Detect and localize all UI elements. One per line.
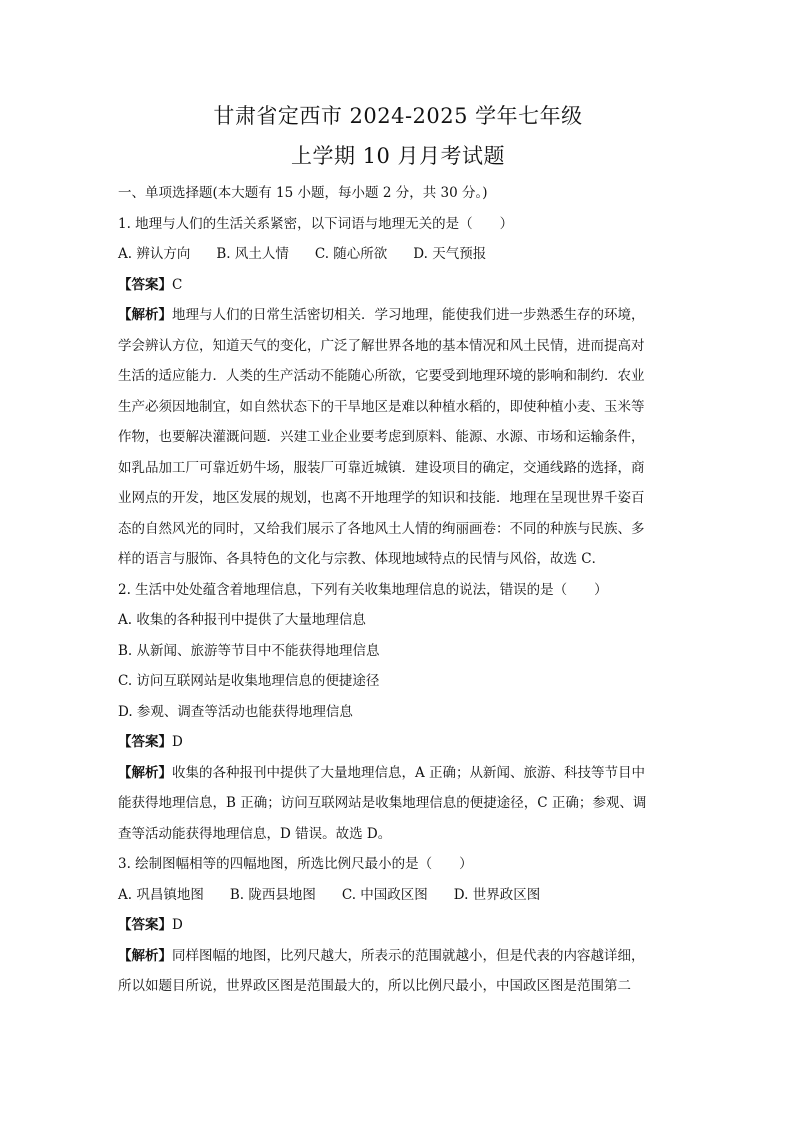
question-3-analysis-line [118,941,678,972]
answer-label: 【答案】 [118,917,172,933]
question-2-option-d: D. 参观、调查等活动也能获得地理信息 [118,703,353,720]
question-1-answer [118,270,678,301]
answer-label: 【答案】 [118,734,172,750]
question-2-analysis-line [118,758,678,789]
page-subtitle: 上学期 10 月月考试题 [290,144,506,168]
answer-value: D [172,734,183,750]
question-3-analysis-line: 所以如题目所说，世界政区图是范围最大的，所以比例尺最小，中国政区图是范围第二 [118,978,631,994]
question-3-option-b: B. 陇西县地图 [229,886,316,903]
question-2-answer [118,727,678,758]
question-1-analysis-line: 业网点的开发，地区发展的规划，也离不开地理学的知识和技能．地理在呈现世界千姿百 [118,490,645,506]
question-1-option-a: A. 辨认方向 [118,246,191,262]
question-1-analysis-line: 态的自然风光的同时，又给我们展示了各地风土人情的绚丽画卷：不同的种族与民族、多 [118,520,645,537]
question-1-options [118,239,678,270]
page-title: 甘肃省定西市 2024-2025 学年七年级 [213,104,583,128]
question-2-analysis-line: 能获得地理信息，B 正确；访问互联网站是收集地理信息的便捷途径，C 正确；参观、调 [118,795,647,811]
question-1-stem: 1. 地理与人们的生活关系紧密，以下词语与地理无关的是（ ） [118,215,514,232]
question-2-option-b: B. 从新闻、旅游等节目中不能获得地理信息 [118,642,380,659]
question-2-option-a: A. 收集的各种报刊中提供了大量地理信息 [118,612,366,628]
document-page [118,96,678,1002]
question-1-analysis-line [118,300,678,331]
question-3-stem: 3. 绘制图幅相等的四幅地图，所选比例尺最小的是（ ） [118,856,473,872]
answer-value: D [172,917,183,933]
question-2-analysis-line: 查等活动能获得地理信息，D 错误。故选 D。 [118,825,392,842]
question-1-analysis-line: 样的语言与服饰、各具特色的文化与宗教、体现地域特点的民情与风俗，故选 C． [118,551,606,567]
analysis-label: 【解析】 [118,307,172,323]
analysis-label: 【解析】 [118,947,172,964]
question-3-option-a: A. 巩昌镇地图 [118,886,204,903]
answer-label: 【答案】 [118,276,172,293]
question-3-option-d: D. 世界政区图 [453,886,541,903]
question-1-analysis-line: 生产必须因地制宜，如自然状态下的干旱地区是难以种植水稻的，即使种植小麦、玉米等 [118,398,645,415]
question-3-answer [118,910,678,941]
question-1-option-c: C. 随心所欲 [314,246,388,262]
question-2-option-c: C. 访问互联网站是收集地理信息的便捷途径 [118,673,380,689]
analysis-label: 【解析】 [118,764,172,781]
section-heading: 一、单项选择题(本大题有 15 小题，每小题 2 分，共 30 分。) [118,185,488,201]
question-1-analysis-line: 如乳品加工厂可靠近奶牛场，服装厂可靠近城镇．建设项目的确定，交通线路的选择，商 [118,459,645,476]
question-1-option-d: D. 天气预报 [413,246,487,262]
question-1-option-b: B. 风土人情 [216,246,289,262]
analysis-text: 收集的各种报刊中提供了大量地理信息，A 正确；从新闻、旅游、科技等节目中 [172,764,646,781]
analysis-text: 同样图幅的地图，比列尺越大，所表示的范围就越小，但是代表的内容越详细， [172,947,645,964]
question-3-options [118,880,678,911]
question-1-analysis-line: 生活的适应能力．人类的生产活动不能随心所欲，它要受到地理环境的影响和制约．农业 [118,368,645,384]
answer-value: C [172,276,183,293]
question-1-analysis-line: 作物，也要解决灌溉问题．兴建工业企业要考虑到原料、能源、水源、市场和运输条件， [118,429,645,445]
question-3-option-c: C. 中国政区图 [341,886,428,903]
analysis-text: 地理与人们的日常生活密切相关．学习地理，能使我们进一步熟悉生存的环境， [172,307,645,323]
question-2-stem: 2. 生活中处处蕴含着地理信息，下列有关收集地理信息的说法，错误的是（ ） [118,581,608,598]
question-1-analysis-line: 学会辨认方位，知道天气的变化，广泛了解世界各地的基本情况和风土民情，进而提高对 [118,337,645,354]
